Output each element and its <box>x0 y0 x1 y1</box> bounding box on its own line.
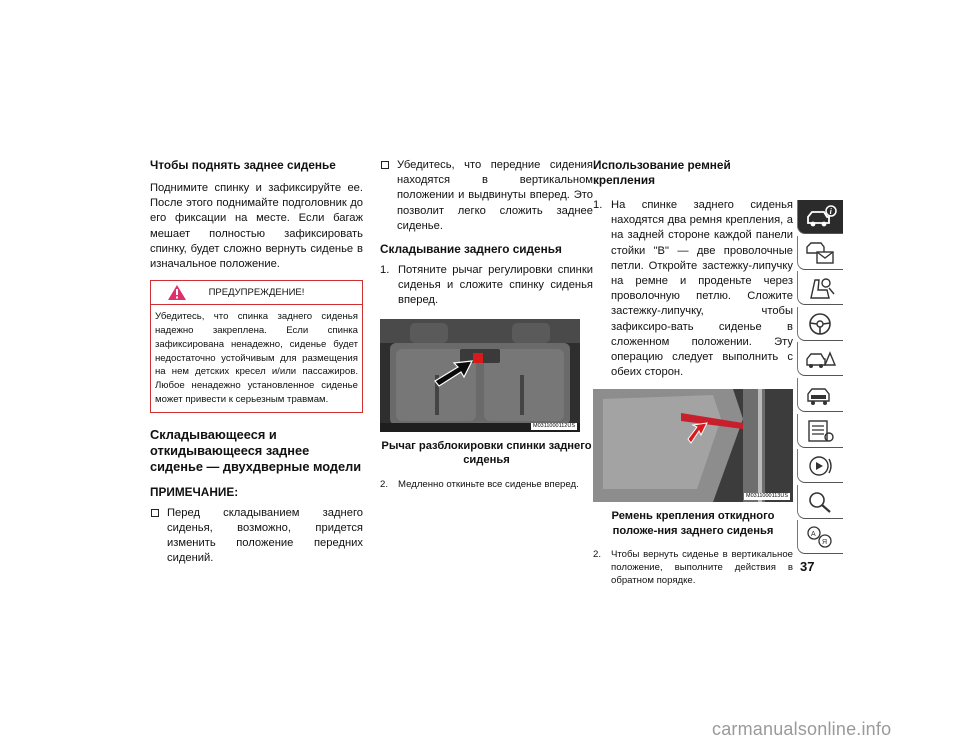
step-number: 1. <box>380 264 390 277</box>
heading-folding-rear-seat: Складывающееся и откидывающееся заднее сиденье — двухдверные модели <box>150 426 362 474</box>
step-text: Медленно откиньте все сиденье вперед. <box>398 478 579 490</box>
warning-header <box>151 281 362 305</box>
image-code: M0311000112US <box>533 422 575 429</box>
step-number: 1. <box>593 199 603 211</box>
heading-folding-steps: Складывание заднего сиденья <box>380 242 562 257</box>
column-1 <box>150 158 363 567</box>
tab-vehicle-info[interactable] <box>797 200 843 234</box>
heading-raise-rear-seat: Чтобы поднять заднее сиденье <box>150 158 336 172</box>
svg-text:A: A <box>811 531 816 539</box>
svg-text:Я: Я <box>822 539 828 547</box>
tab-safety[interactable] <box>797 271 843 305</box>
note-title: ПРИМЕЧАНИЕ: <box>150 484 239 499</box>
car-message-icon <box>805 241 837 265</box>
step-number: 2. <box>593 549 602 561</box>
step-1-fold <box>380 263 593 309</box>
tab-dashboard-messages[interactable] <box>797 236 843 270</box>
image-code: M0311000113US <box>746 493 788 500</box>
step-number: 2. <box>380 478 389 490</box>
tab-index[interactable] <box>797 520 843 554</box>
search-index-icon <box>805 490 837 514</box>
car-info-icon <box>805 205 837 229</box>
seat-illustration <box>380 319 580 432</box>
step-text: Потяните рычаг регулировки спинки сиденья и сложите спинку сиденья вперед. <box>398 264 593 307</box>
bullet-front-seats-position <box>150 506 363 567</box>
tab-multimedia[interactable] <box>797 449 843 483</box>
multimedia-icon <box>805 454 837 478</box>
warning-text: Убедитесь, что спинка заднего сиденья надежно закреплена. Если спинка зафиксирована ненадежно, сиденье будет недостаточно устойчивым для размещения на нем детских кресел и/или пассажиров. Любое ненадежно установленное сиденье может привести к серьезным травмам. <box>155 311 358 405</box>
bullet-front-seats-upright <box>380 158 593 234</box>
step-2-fold <box>380 478 593 491</box>
bullet-text: Убедитесь, что передние сидения находятся в вертикальном положении и выдвинуты вперед. Это позволит легко сложить заднее сиденье. <box>397 159 593 232</box>
bullet-square-icon <box>381 161 389 169</box>
tab-customer-assistance[interactable] <box>797 485 843 519</box>
chapter-tabs <box>797 200 843 556</box>
column-3 <box>593 158 793 587</box>
step-2-straps <box>593 548 793 587</box>
car-breakdown-icon <box>805 347 837 371</box>
column-2 <box>380 158 593 491</box>
tab-driving[interactable] <box>797 307 843 341</box>
bullet-text: Перед складыванием заднего сиденья, возможно, придется изменить положение передних сидений. <box>167 506 363 565</box>
warning-triangle-icon <box>167 284 187 301</box>
language-index-icon <box>805 525 837 549</box>
seat-airbag-icon <box>805 276 837 300</box>
paragraph-raise-rear-seat: Поднимите спинку и зафиксируйте ее. После этого поднимайте подголовник до его фиксации на месте. Если багаж мешает полностью зафиксировать спинку, будет сложно вернуть сиденье в изначальное положение. <box>150 182 363 271</box>
watermark: carmanualsonline.info <box>712 719 892 739</box>
car-service-icon <box>805 383 837 407</box>
step-1-straps <box>593 198 793 380</box>
step-text: Чтобы вернуть сиденье в вертикальное положение, выполните действия в обратном порядке. <box>611 549 793 587</box>
step-text: На спинке заднего сиденья находятся два ремня крепления, а на задней стороне каждой панели стойки "B" — две проволочные петли. Откройте застежку-липучку на ремне и проденьте через проволочную петлю. Сложите застежку-липучку, чтобы зафиксиро-вать сиденье в сложенном положении. Эту операцию следует выполнить с обеих сторон. <box>611 199 793 379</box>
tab-emergency[interactable] <box>797 342 843 376</box>
photo-tie-down-strap <box>593 389 793 502</box>
strap-illustration <box>593 389 793 502</box>
tab-technical-specs[interactable] <box>797 414 843 448</box>
photo-seatback-release-lever <box>380 319 580 432</box>
image-caption-strap: Ремень крепления откидного положе-ния заднего сиденья <box>611 510 775 537</box>
tab-servicing[interactable] <box>797 378 843 412</box>
heading-tie-down-straps: Использование ремней крепления <box>593 158 731 187</box>
image-caption-lever: Рычаг разблокировки спинки заднего сиденья <box>381 439 592 467</box>
steering-wheel-icon <box>805 312 837 336</box>
page-number: 37 <box>800 559 815 574</box>
warning-box <box>150 280 363 413</box>
warning-title: ПРЕДУПРЕЖДЕНИЕ! <box>208 287 305 299</box>
specifications-list-icon <box>805 419 837 443</box>
bullet-square-icon <box>151 509 159 517</box>
svg-text:i: i <box>829 207 832 216</box>
